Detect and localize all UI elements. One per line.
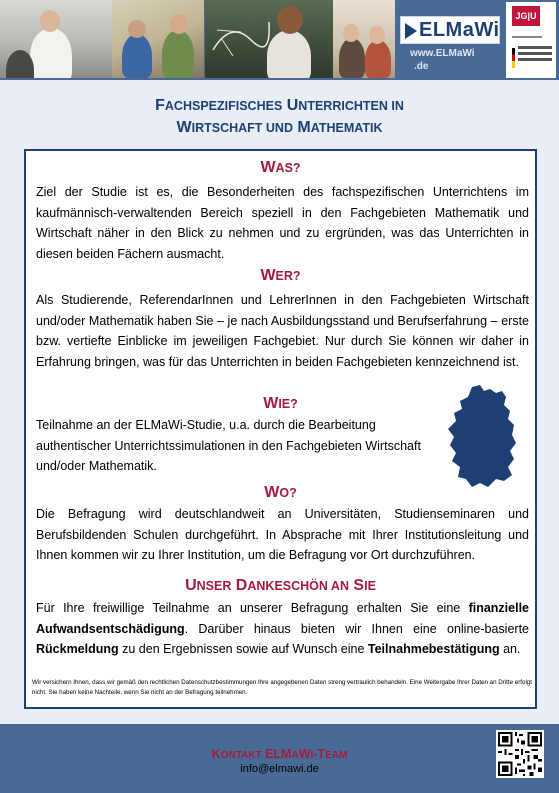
header-band (0, 0, 559, 80)
contact-email[interactable]: info@elmawi.de (240, 763, 319, 775)
heading-dankeschoen: UNSER DANKESCHÖN AN SIE (185, 577, 376, 594)
play-triangle-icon (405, 23, 417, 39)
privacy-disclaimer: Wir versichern Ihnen, dass wir gemäß den rechtlichen Datenschutzbestimmungen Ihre angegebenen Daten streng vertraulich behandeln. Eine Weitergabe Ihrer Daten an Dritte erfolgt nicht. Sie haben keine Nachteile, wenn Sie nicht an der Befragung teilnehmen. (32, 679, 532, 696)
paragraph-dankeschoen: Für Ihre freiwillige Teilnahme an unserer Befragung erhalten Sie eine finanzielle Aufwandsentschädigung. Darüber hinaus bieten wir Ihnen eine online-basierte Rückmeldung zu den Ergebnissen sowie auf Wunsch eine Teilnahmebestätigung an. (36, 601, 529, 656)
page-title (0, 95, 559, 139)
paragraph-wie: Teilnahme an der ELMaWi-Studie, u.a. durch die Bearbeitung authentischer Unterrichtssimulationen in den Fachgebieten Wirtschaft und/oder Mathematik. (36, 418, 421, 473)
logo-url-line1: www.ELMaWi (410, 48, 475, 59)
qr-code[interactable] (496, 730, 544, 778)
chalk-lines (211, 10, 271, 60)
logo-url-line2: .de (414, 61, 429, 72)
photo-students-desk (112, 0, 204, 78)
elmawi-logo (400, 4, 500, 76)
title-line2: WIRTSCHAFT UND MATHEMATIK (176, 119, 383, 136)
paragraph-wo: Die Befragung wird deutschlandweit an Universitäten, Studienseminaren und Berufsbildenden Schulen durchgeführt. In Absprache mit Ihrer Institutionsleitung und Ihnen kommen wir zu Ihrer Institution, um die Befragung vor Ort durchzuführen. (36, 507, 529, 562)
jgu-logo: JG|U (512, 6, 540, 26)
bmbf-logo (518, 46, 552, 64)
info-box (24, 149, 537, 709)
heading-wer: WER? (260, 267, 301, 284)
bmbf-flag-icon (512, 48, 515, 68)
title-line1: FACHSPEZIFISCHES UNTERRICHTEN IN (155, 97, 404, 114)
heading-wie: WIE? (263, 395, 298, 412)
logo-text: ELMaWi (419, 18, 500, 41)
paragraph-wer: Als Studierende, ReferendarInnen und LehrerInnen in den Fachgebieten Wirtschaft und/oder Mathematik haben Sie – je nach Ausbildungsstand und Berufserfahrung – erste bzw. vertiefte Einblicke im jeweiligen Fachgebiet. Nur durch Sie können wir daher in Erfahrung bringen, was für das Unterrichten in beiden Fachgebieten kennzeichnend ist. (36, 293, 529, 369)
paragraph-was: Ziel der Studie ist es, die Besonderheiten des fachspezifischen Unterrichtens im kaufmännisch-verwaltenden Bereich speziell in den Fachgebieten Mathematik und Wirtschaft näher in den Blick zu nehmen und zu ergründen, was das Unterrichten in diesen beiden Fächern ausmacht. (36, 185, 529, 261)
contact-heading: KONTAKT ELMAWI-TEAM (211, 747, 348, 761)
sponsor-logos (506, 2, 556, 78)
heading-wo: WO? (264, 484, 297, 501)
heading-was: WAS? (260, 159, 301, 176)
qr-code-icon (498, 732, 542, 776)
photo-chalkboard (205, 0, 333, 78)
photo-study-group (333, 0, 395, 78)
photo-teacher-classroom (0, 0, 112, 78)
germany-map-icon (444, 383, 524, 493)
